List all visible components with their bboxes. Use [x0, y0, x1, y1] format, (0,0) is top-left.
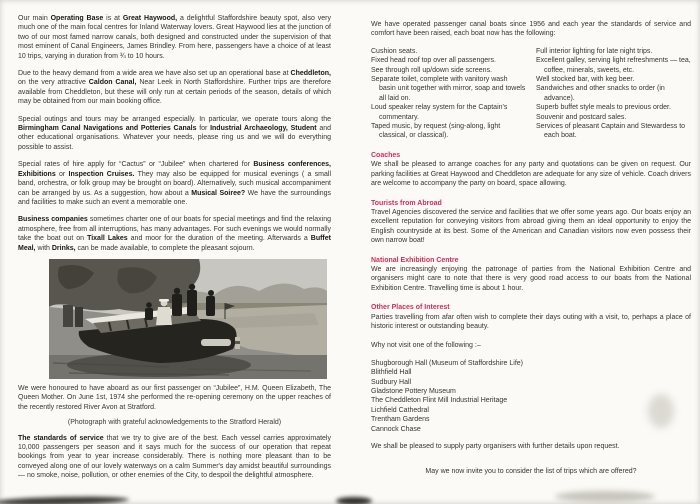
section-heading-other-places: Other Places of Interest: [371, 304, 450, 312]
place-item: The Cheddleton Flint Mill Industrial Heritage: [371, 397, 508, 405]
section-heading-coaches: Coaches: [371, 151, 401, 159]
feature-item: Sandwiches and other snacks to order (in advance).: [536, 85, 665, 102]
feature-item: Taped music, by request (sing-along, light classical, or classical).: [371, 123, 501, 140]
scan-artifact-bottom-center: [336, 497, 372, 504]
why-not-visit-line: Why not visit one of the following :–: [371, 342, 481, 350]
page-right: [371, 20, 691, 477]
paragraph-cheddleton-base: Due to the heavy demand from a wide area we have also set up an operational base at Cheddleton, on the very attractive Caldon Canal, Near Leek in North Staffordshire. Further trips are therefore available from Cheddleton, but these will only run at certain periods of the season, details of which may be obtained from our main booking office.: [18, 70, 331, 106]
feature-item: See through roll up/down side screens.: [371, 66, 493, 74]
section-coaches: [371, 151, 691, 189]
section-tourists-from-abroad: [371, 199, 691, 246]
closing-line: We shall be pleased to supply party organisers with further details upon request.: [371, 443, 620, 451]
section-heading-tourists: Tourists from Abroad: [371, 199, 442, 207]
section-body-tourists: Travel Agencies discovered the service and facilities that we offer some years ago. Our boats enjoy an excellent reputation for conveying visitors from abroad giving them an ideal opportunity to enjoy the English countryside at its best. Some of the American and Canadian visitors now even possess their own narrow boat!: [371, 208, 691, 245]
feature-item: Separate toilet, complete with vanitory wash basin unit together with mirror, soap and towels all laid on.: [371, 76, 526, 102]
paragraph-queen-mother: We were honoured to have aboard as our first passenger on “Jubilee”, H.M. Queen Elizabeth, The Queen Mother. On June 1st, 1974 she performed the re-opening ceremony on the upper reaches of the recently restored River Avon at Stratford.: [18, 384, 331, 411]
place-item: Trentham Gardens: [371, 416, 430, 424]
paragraph-intro-1956: We have operated passenger canal boats since 1956 and each year the standards of service and comfort have been raised, each boat now has the following:: [371, 21, 691, 38]
feature-item: Fixed head roof top over all passengers.: [371, 57, 496, 65]
section-body-other-places: Parties travelling from afar often wish to complete their days outing with a visit, to, perhaps a place of historic interest or outstanding beauty.: [371, 313, 691, 330]
place-item: Cannock Chase: [371, 425, 421, 433]
place-item: Gladstone Pottery Museum: [371, 388, 456, 395]
page-left: [18, 14, 331, 489]
section-national-exhibition-centre: [371, 256, 691, 294]
paragraph-standards-of-service: The standards of service that we try to give are of the best. Each vessel carries approximately 10,000 passengers per season and it says much for the success of our operation that repeat bookings from year to year increase considerably. There is nothing more pleasant than to be conveyed along one of our lovely waterways on a calm Summer's day amidst beautiful surroundings — no smoke, noise, pollution, or other enemies of the City, to despoil the delightful atmosphere.: [18, 434, 331, 480]
section-body-nec: We are increasingly enjoying the patronage of parties from the National Exhibition Centre and organisers might care to note that there is very good road access to our boats from the National Exhibition Centre. Travelling time is about 1 hour.: [371, 265, 691, 292]
feature-item: Superb buffet style meals to previous order.: [536, 104, 671, 112]
section-heading-nec: National Exhibition Centre: [371, 256, 459, 264]
paragraph-operating-base: Our main Operating Base is at Great Haywood, a delightful Staffordshire beauty spot, also very much one of the main focal centres for Inland Waterway lovers. Great Haywood lies at the junction of two of our most famed narrow canals, both designed and constructed under the supervision of that most eminent of Canal Engineers, James Brindley. From here, passengers have a choice of at least 10 trips, varying in duration from ¾ to 10 hours.: [18, 15, 331, 60]
features-column-1: [371, 47, 526, 141]
places-of-interest-list: [371, 359, 691, 434]
section-other-places: [371, 303, 691, 331]
feature-item: Full interior lighting for late night trips.: [536, 47, 653, 55]
place-item: Shugborough Hall (Museum of Staffordshire Life): [371, 359, 524, 367]
place-item: Lichfield Cathedral: [371, 406, 429, 414]
feature-item: Excellent galley, serving light refreshments — tea, coffee, minerals, sweets, etc.: [536, 57, 691, 74]
boat-features-list: [371, 47, 691, 141]
footer-invitation: May we now invite you to consider the list of trips which are offered?: [425, 468, 637, 476]
place-item: Blithfield Hall: [371, 369, 412, 377]
section-body-coaches: We shall be pleased to arrange coaches for any party and quotations can be given on request. Our parking facilities at Great Haywood and Cheddleton are adequate for any size of vehicle. Coach drivers are welcome to accompany the party on board, space allowing.: [371, 161, 691, 188]
paragraph-business-companies: Business companies sometimes charter one of our boats for special meetings and find the relaxing atmosphere, free from all interruptions, has many advantages. For such evenings we would normally take the boat out on Tixall Lakes and moor for the duration of the meeting. Afterwards a Buffet Meal, with Drinks, can be made available, to complete the pleasant sojourn.: [18, 216, 331, 252]
scan-artifact-bottom-right: [555, 491, 655, 502]
feature-item: Souvenir and postcard sales.: [536, 113, 627, 121]
scan-artifact-right-edge: [648, 394, 674, 428]
paragraph-special-outings: Special outings and tours may be arranged especially. In particular, we operate tours along the Birmingham Canal Navigations and Potteries Canals for Industrial Archaeology, Student and other educational organisations. Whatever your needs, please ring us and we will do everything possible to assist.: [18, 115, 332, 151]
feature-item: Well stocked bar, with keg beer.: [536, 76, 635, 84]
feature-item: Loud speaker relay system for the Captain's commentary.: [371, 104, 508, 121]
canal-boat-photo: [49, 259, 327, 379]
place-item: Sudbury Hall: [371, 378, 412, 386]
canal-boat-photo-graphic: [49, 259, 327, 379]
feature-item: Cushion seats.: [371, 47, 418, 55]
features-column-2: [536, 47, 691, 141]
paragraph-special-rates: Special rates of hire apply for “Cactus” or “Jubilee” when chartered for Business conferences, Exhibitions or Inspection Cruises. They may also be equipped for musical evenings ( a small band, orchestra, or folk group may be brought on board). Alternatively, such musical accompaniment can be arranged by us. As a suggestion, how about a Musical Soiree? We have the surroundings and facilities to make such an event a memorable one.: [18, 161, 332, 206]
scan-artifact-bottom-left: [0, 496, 129, 504]
feature-item: Services of pleasant Captain and Stewardess to each boat.: [536, 123, 686, 140]
photo-credit: (Photograph with grateful acknowledgements to the Stratford Herald): [67, 419, 282, 427]
